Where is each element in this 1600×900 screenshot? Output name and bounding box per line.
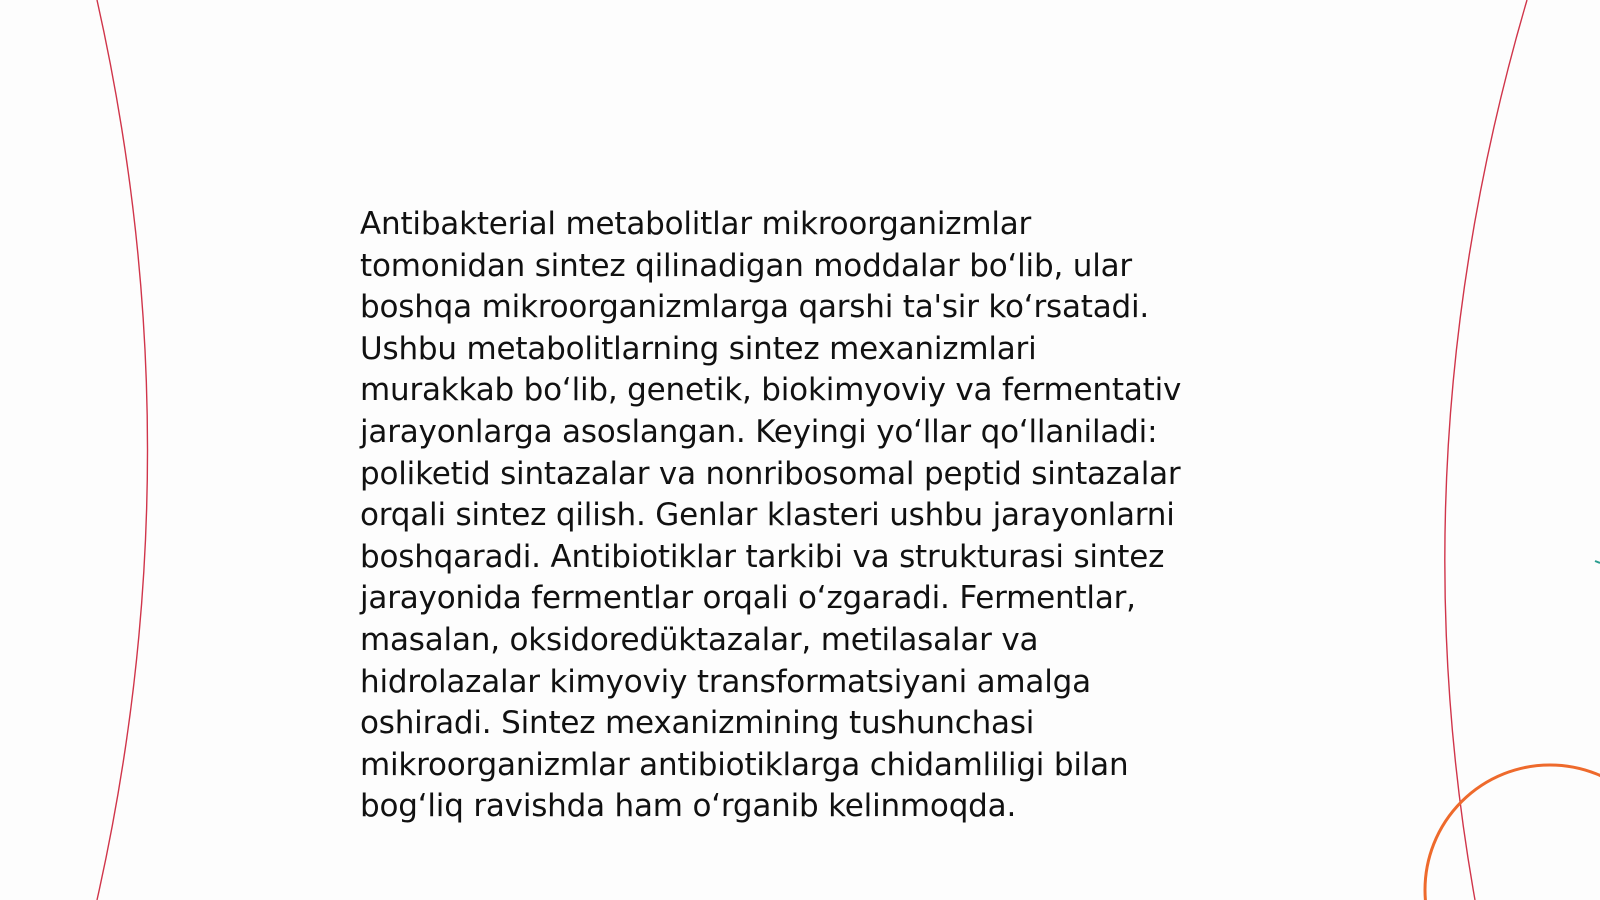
left-curve-line — [97, 0, 148, 900]
slide-body-text: Antibakterial metabolitlar mikroorganizmlar tomonidan sintez qilinadigan moddalar bo‘lib, ular boshqa mikroorganizmlarga qarshi ta'sir ko‘rsatadi. Ushbu metabolitlarning sintez mexanizmlari murakkab bo‘lib, genetik, biokimyoviy va fermentativ jarayonlarga asoslangan. Keyingi yo‘llar qo‘llaniladi: poliketid sintazalar va nonribosomal peptid sintazalar orqali sintez qilish. Genlar klasteri ushbu jarayonlarni boshqaradi. Antibiotiklar tarkibi va strukturasi sintez jarayonida fermentlar orqali o‘zgaradi. Fermentlar, masalan, oksidoredüktazalar, metilasalar va hidrolazalar kimyoviy transformatsiyani amalga oshiradi. Sintez mexanizmining tushunchasi mikroorganizmlar antibiotiklarga chidamliligi bilan bog‘liq ravishda ham o‘rganib kelinmoqda. — [360, 206, 1182, 825]
teal-accent-mark — [1595, 561, 1600, 563]
orange-circle-outline — [1425, 765, 1600, 900]
right-curve-line — [1445, 0, 1527, 900]
